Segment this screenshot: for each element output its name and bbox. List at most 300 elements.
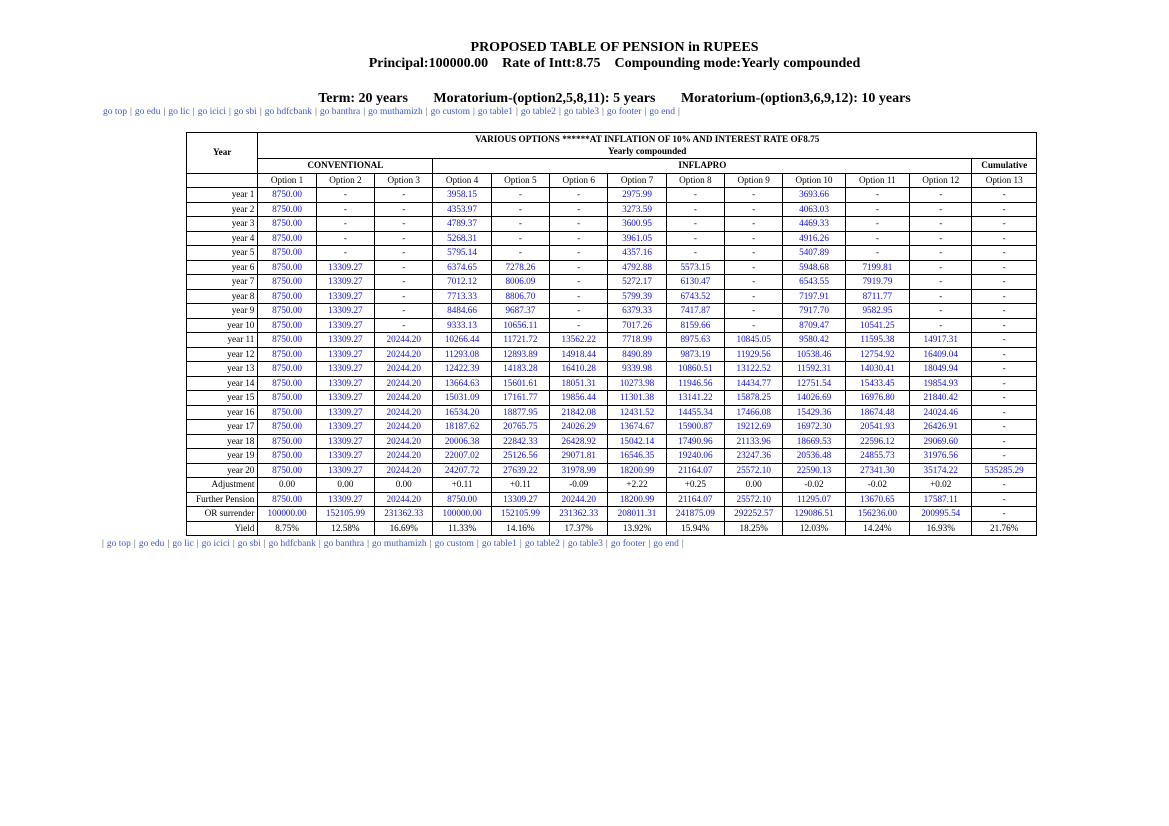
cell-option-11: 14.24% (845, 521, 909, 536)
option-header-5: Option 5 (491, 173, 549, 188)
cell-option-9: - (725, 231, 783, 246)
cell-option-9: 13122.52 (725, 362, 783, 377)
cell-option-11: 15433.45 (845, 376, 909, 391)
cell-option-8: 8159.66 (666, 318, 724, 333)
cell-option-3: - (375, 304, 433, 319)
nav-link-go-banthra[interactable]: go banthra (323, 539, 365, 549)
cell-option-1: 8750.00 (258, 333, 316, 348)
cell-option-8: 21164.07 (666, 463, 724, 478)
option-header-9: Option 9 (725, 173, 783, 188)
row-label: year 2 (187, 202, 258, 217)
cell-option-7: 18200.99 (608, 463, 666, 478)
cell-option-5: 25126.56 (491, 449, 549, 464)
year-header: Year (187, 133, 258, 174)
cell-option-10: 20536.48 (783, 449, 845, 464)
cell-option-13: - (972, 449, 1037, 464)
cell-option-10: 22590.13 (783, 463, 845, 478)
cell-option-12: 16.93% (910, 521, 972, 536)
cell-option-5: 152105.99 (491, 507, 549, 522)
options-header-row (187, 173, 1037, 188)
table-row (187, 304, 1037, 319)
nav-separator: | (167, 539, 170, 549)
nav-link-go-end[interactable]: go end (649, 107, 675, 117)
cell-option-1: 100000.00 (258, 507, 316, 522)
cell-option-3: 20244.20 (375, 347, 433, 362)
pension-table (186, 132, 1037, 536)
nav-link-go-table3[interactable]: go table3 (567, 539, 603, 549)
table-row (187, 521, 1037, 536)
cell-option-9: 25572.10 (725, 463, 783, 478)
row-label: Further Pension (187, 492, 258, 507)
cell-option-6: 20244.20 (550, 492, 608, 507)
cell-option-12: +0.02 (910, 478, 972, 493)
page-title: PROPOSED TABLE OF PENSION in RUPEES (470, 40, 759, 55)
cell-option-9: - (725, 217, 783, 232)
cell-option-4: 7012.12 (433, 275, 491, 290)
cell-option-9: 0.00 (725, 478, 783, 493)
table-row (187, 391, 1037, 406)
row-label: year 7 (187, 275, 258, 290)
cell-option-10: 9580.42 (783, 333, 845, 348)
cell-option-10: 12.03% (783, 521, 845, 536)
cell-option-3: 0.00 (375, 478, 433, 493)
cell-option-13: 535285.29 (972, 463, 1037, 478)
cell-option-12: 31976.56 (910, 449, 972, 464)
cell-option-4: 13664.63 (433, 376, 491, 391)
cell-option-11: - (845, 231, 909, 246)
table-row (187, 492, 1037, 507)
row-label: year 15 (187, 391, 258, 406)
nav-link-go-custom[interactable]: go custom (434, 539, 474, 549)
cell-option-11: 14030.41 (845, 362, 909, 377)
cell-option-7: 5799.39 (608, 289, 666, 304)
top-nav-bar (100, 107, 680, 117)
nav-separator: | (648, 539, 651, 549)
cell-option-12: 24024.46 (910, 405, 972, 420)
moratorium-b-text: Moratorium-(option3,6,9,12): 10 years (680, 91, 911, 106)
cell-option-5: 22842.33 (491, 434, 549, 449)
nav-separator: | (196, 539, 199, 549)
cell-option-13: - (972, 231, 1037, 246)
nav-separator: | (681, 539, 684, 549)
cell-option-2: 13309.27 (316, 347, 374, 362)
table-row (187, 463, 1037, 478)
table-row (187, 275, 1037, 290)
cell-option-6: 19856.44 (550, 391, 608, 406)
option-header-10: Option 10 (783, 173, 845, 188)
nav-separator: | (232, 539, 235, 549)
cell-option-4: 20006.38 (433, 434, 491, 449)
cell-option-13: - (972, 376, 1037, 391)
cell-option-1: 8750.00 (258, 376, 316, 391)
cell-option-6: 29071.81 (550, 449, 608, 464)
pension-table-wrap (186, 132, 1037, 536)
table-row (187, 202, 1037, 217)
cell-option-12: 29069.60 (910, 434, 972, 449)
cell-option-7: 18200.99 (608, 492, 666, 507)
row-label: year 19 (187, 449, 258, 464)
cell-option-10: 11295.07 (783, 492, 845, 507)
nav-link-go-table2[interactable]: go table2 (520, 107, 556, 117)
cell-option-2: - (316, 246, 374, 261)
cell-option-11: 7919.79 (845, 275, 909, 290)
nav-separator: | (519, 539, 522, 549)
cell-option-2: 13309.27 (316, 463, 374, 478)
cell-option-10: 18669.53 (783, 434, 845, 449)
cell-option-2: 13309.27 (316, 449, 374, 464)
cell-option-12: - (910, 289, 972, 304)
cell-option-2: 12.58% (316, 521, 374, 536)
cell-option-3: 231362.33 (375, 507, 433, 522)
cell-option-9: 18.25% (725, 521, 783, 536)
cell-option-7: 3273.59 (608, 202, 666, 217)
cell-option-3: - (375, 202, 433, 217)
cell-option-2: - (316, 217, 374, 232)
cell-option-6: - (550, 231, 608, 246)
nav-link-go-edu[interactable]: go edu (134, 107, 161, 117)
cell-option-3: 20244.20 (375, 434, 433, 449)
cell-option-1: 8750.00 (258, 260, 316, 275)
cell-option-3: - (375, 217, 433, 232)
cell-option-4: 8484.66 (433, 304, 491, 319)
cell-option-5: 15601.61 (491, 376, 549, 391)
cell-option-1: 8750.00 (258, 304, 316, 319)
cell-option-8: 7417.87 (666, 304, 724, 319)
cell-option-13: - (972, 260, 1037, 275)
cell-option-5: - (491, 231, 549, 246)
table-row (187, 449, 1037, 464)
cell-option-9: - (725, 289, 783, 304)
cell-option-2: 13309.27 (316, 289, 374, 304)
cell-option-13: - (972, 275, 1037, 290)
cell-option-10: 6543.55 (783, 275, 845, 290)
nav-separator: | (677, 107, 680, 117)
cell-option-13: - (972, 507, 1037, 522)
table-row (187, 347, 1037, 362)
table-row (187, 405, 1037, 420)
cell-option-1: 8750.00 (258, 289, 316, 304)
cell-option-10: 4469.33 (783, 217, 845, 232)
cell-option-1: 8750.00 (258, 362, 316, 377)
cell-option-10: 7197.91 (783, 289, 845, 304)
cell-option-6: 21842.08 (550, 405, 608, 420)
cell-option-8: 17490.96 (666, 434, 724, 449)
cell-option-6: - (550, 289, 608, 304)
cell-option-10: 129086.51 (783, 507, 845, 522)
cell-option-5: 9687.37 (491, 304, 549, 319)
cell-option-2: 13309.27 (316, 333, 374, 348)
cell-option-4: 6374.65 (433, 260, 491, 275)
nav-link-go-lic[interactable]: go lic (168, 107, 190, 117)
cell-option-5: 7278.26 (491, 260, 549, 275)
cell-option-8: 6743.52 (666, 289, 724, 304)
cell-option-12: 35174.22 (910, 463, 972, 478)
cell-option-1: 8750.00 (258, 246, 316, 261)
nav-separator: | (133, 539, 136, 549)
row-label: year 5 (187, 246, 258, 261)
nav-link-go-muthamizh[interactable]: go muthamizh (372, 539, 427, 549)
table-row (187, 507, 1037, 522)
cell-option-5: 8006.09 (491, 275, 549, 290)
option-header-12: Option 12 (910, 173, 972, 188)
cell-option-12: 21840.42 (910, 391, 972, 406)
row-label: Yield (187, 521, 258, 536)
cell-option-3: - (375, 260, 433, 275)
cell-option-3: 20244.20 (375, 405, 433, 420)
table-body (187, 188, 1037, 536)
row-label: year 11 (187, 333, 258, 348)
cell-option-12: 16409.04 (910, 347, 972, 362)
cell-option-4: 8750.00 (433, 492, 491, 507)
row-label: year 14 (187, 376, 258, 391)
cell-option-4: 4353.97 (433, 202, 491, 217)
group-inflapro: INFLAPRO (433, 159, 972, 174)
cell-option-13: - (972, 246, 1037, 261)
cell-option-13: - (972, 289, 1037, 304)
group-cumulative: Cumulative (972, 159, 1037, 174)
cell-option-1: 0.00 (258, 478, 316, 493)
nav-link-go-icici[interactable]: go icici (197, 107, 226, 117)
group-conventional: CONVENTIONAL (258, 159, 433, 174)
cell-option-13: - (972, 478, 1037, 493)
table-title-line2: Yearly compounded (608, 145, 687, 156)
cell-option-11: 16976.80 (845, 391, 909, 406)
cell-option-11: 27341.30 (845, 463, 909, 478)
cell-option-11: 13670.65 (845, 492, 909, 507)
cell-option-8: 11946.56 (666, 376, 724, 391)
cell-option-7: 12431.52 (608, 405, 666, 420)
nav-separator: | (130, 107, 132, 117)
cell-option-6: 18051.31 (550, 376, 608, 391)
cell-option-4: +0.11 (433, 478, 491, 493)
cell-option-6: - (550, 202, 608, 217)
cell-option-8: 21164.07 (666, 492, 724, 507)
cell-option-12: 18049.94 (910, 362, 972, 377)
option-header-6: Option 6 (550, 173, 608, 188)
cell-option-10: 11592.31 (783, 362, 845, 377)
cell-option-2: 13309.27 (316, 318, 374, 333)
cell-option-2: - (316, 231, 374, 246)
cell-option-4: 4789.37 (433, 217, 491, 232)
nav-link-go-footer[interactable]: go footer (606, 107, 642, 117)
cell-option-5: 27639.22 (491, 463, 549, 478)
cell-option-2: 0.00 (316, 478, 374, 493)
cell-option-6: 24026.29 (550, 420, 608, 435)
table-row (187, 333, 1037, 348)
nav-link-go-table1[interactable]: go table1 (477, 107, 513, 117)
cell-option-1: 8750.00 (258, 318, 316, 333)
nav-link-go-hdfcbank[interactable]: go hdfcbank (268, 539, 316, 549)
cell-option-9: 292252.57 (725, 507, 783, 522)
cell-option-12: 26426.91 (910, 420, 972, 435)
nav-link-go-edu[interactable]: go edu (138, 539, 165, 549)
cell-option-3: - (375, 318, 433, 333)
table-row (187, 231, 1037, 246)
row-label: year 8 (187, 289, 258, 304)
cell-option-3: - (375, 289, 433, 304)
cell-option-2: - (316, 202, 374, 217)
cell-option-2: 13309.27 (316, 260, 374, 275)
cell-option-9: 23247.36 (725, 449, 783, 464)
nav-separator: | (192, 107, 195, 117)
cell-option-8: 9873.19 (666, 347, 724, 362)
cell-option-4: 24207.72 (433, 463, 491, 478)
cell-option-8: 5573.15 (666, 260, 724, 275)
row-label: year 4 (187, 231, 258, 246)
cell-option-13: - (972, 420, 1037, 435)
cell-option-8: 19240.06 (666, 449, 724, 464)
cell-option-12: - (910, 217, 972, 232)
nav-separator: | (367, 539, 370, 549)
cell-option-4: 3958.15 (433, 188, 491, 203)
cell-option-2: 13309.27 (316, 405, 374, 420)
table-row (187, 217, 1037, 232)
cell-option-1: 8750.00 (258, 391, 316, 406)
cell-option-8: 15900.87 (666, 420, 724, 435)
cell-option-9: 15878.25 (725, 391, 783, 406)
cell-option-6: 13562.22 (550, 333, 608, 348)
cell-option-3: 20244.20 (375, 449, 433, 464)
cell-option-7: 3600.95 (608, 217, 666, 232)
cell-option-4: 9333.13 (433, 318, 491, 333)
cell-option-5: 14183.28 (491, 362, 549, 377)
cell-option-3: - (375, 275, 433, 290)
cell-option-1: 8750.00 (258, 347, 316, 362)
table-row (187, 289, 1037, 304)
cell-option-6: 14918.44 (550, 347, 608, 362)
nav-link-go-sbi[interactable]: go sbi (233, 107, 257, 117)
cell-option-7: 16546.35 (608, 449, 666, 464)
option-header-8: Option 8 (666, 173, 724, 188)
cell-option-12: - (910, 246, 972, 261)
nav-separator: | (163, 107, 166, 117)
cell-option-10: 12751.54 (783, 376, 845, 391)
cell-option-9: 14434.77 (725, 376, 783, 391)
cell-option-6: 17.37% (550, 521, 608, 536)
cell-option-8: 13141.22 (666, 391, 724, 406)
nav-link-go-footer[interactable]: go footer (610, 539, 646, 549)
cell-option-8: - (666, 202, 724, 217)
row-label: year 9 (187, 304, 258, 319)
cell-option-11: - (845, 246, 909, 261)
cell-option-8: 14455.34 (666, 405, 724, 420)
cell-option-13: - (972, 347, 1037, 362)
table-row (187, 376, 1037, 391)
cell-option-12: - (910, 202, 972, 217)
table-row (187, 188, 1037, 203)
principal-text: Principal:100000.00 (368, 56, 489, 71)
table-row (187, 246, 1037, 261)
row-label: Adjustment (187, 478, 258, 493)
row-label: year 10 (187, 318, 258, 333)
cell-option-5: 20765.75 (491, 420, 549, 435)
nav-link-go-top[interactable]: go top (106, 539, 131, 549)
cell-option-4: 100000.00 (433, 507, 491, 522)
cell-option-1: 8750.00 (258, 434, 316, 449)
cell-option-8: +0.25 (666, 478, 724, 493)
cell-option-3: 20244.20 (375, 391, 433, 406)
cell-option-8: - (666, 231, 724, 246)
nav-link-go-banthra[interactable]: go banthra (319, 107, 361, 117)
cell-option-9: 11929.56 (725, 347, 783, 362)
cell-option-1: 8.75% (258, 521, 316, 536)
options-header-blank (187, 173, 258, 188)
cell-option-7: 4792.88 (608, 260, 666, 275)
cell-option-11: 22596.12 (845, 434, 909, 449)
nav-link-go-custom[interactable]: go custom (430, 107, 470, 117)
cell-option-5: 17161.77 (491, 391, 549, 406)
cell-option-8: 241875.09 (666, 507, 724, 522)
cell-option-1: 8750.00 (258, 202, 316, 217)
option-header-3: Option 3 (375, 173, 433, 188)
cell-option-6: - (550, 318, 608, 333)
cell-option-13: - (972, 304, 1037, 319)
cell-option-12: - (910, 188, 972, 203)
cell-option-6: - (550, 246, 608, 261)
cell-option-4: 16534.20 (433, 405, 491, 420)
cell-option-5: 14.16% (491, 521, 549, 536)
nav-link-go-table1[interactable]: go table1 (481, 539, 517, 549)
cell-option-5: 12893.89 (491, 347, 549, 362)
cell-option-9: - (725, 246, 783, 261)
cell-option-5: - (491, 217, 549, 232)
cell-option-13: - (972, 217, 1037, 232)
cell-option-10: 10538.46 (783, 347, 845, 362)
cell-option-2: - (316, 188, 374, 203)
cell-option-1: 8750.00 (258, 275, 316, 290)
cell-option-1: 8750.00 (258, 420, 316, 435)
nav-link-go-end[interactable]: go end (653, 539, 679, 549)
cell-option-13: - (972, 434, 1037, 449)
nav-link-go-icici[interactable]: go icici (201, 539, 230, 549)
nav-separator: | (562, 539, 565, 549)
cell-option-3: - (375, 188, 433, 203)
cell-option-4: 5795.14 (433, 246, 491, 261)
cell-option-5: - (491, 202, 549, 217)
cell-option-7: 15042.14 (608, 434, 666, 449)
cell-option-4: 18187.62 (433, 420, 491, 435)
cell-option-3: - (375, 246, 433, 261)
row-label: year 12 (187, 347, 258, 362)
nav-link-go-table3[interactable]: go table3 (563, 107, 599, 117)
cell-option-7: 9339.98 (608, 362, 666, 377)
cell-option-13: - (972, 362, 1037, 377)
nav-link-go-top[interactable]: go top (103, 107, 128, 117)
cell-option-3: - (375, 231, 433, 246)
bottom-nav-bar (102, 539, 684, 549)
cell-option-4: 11293.08 (433, 347, 491, 362)
row-label: year 13 (187, 362, 258, 377)
cell-option-4: 22007.02 (433, 449, 491, 464)
cell-option-12: - (910, 318, 972, 333)
nav-link-go-lic[interactable]: go lic (172, 539, 194, 549)
cell-option-2: 13309.27 (316, 376, 374, 391)
nav-separator: | (602, 107, 604, 117)
nav-separator: | (259, 107, 262, 117)
nav-link-go-sbi[interactable]: go sbi (237, 539, 261, 549)
cell-option-12: - (910, 231, 972, 246)
nav-link-go-table2[interactable]: go table2 (524, 539, 560, 549)
cell-option-7: 11301.38 (608, 391, 666, 406)
nav-link-go-muthamizh[interactable]: go muthamizh (368, 107, 423, 117)
cell-option-9: 19212.69 (725, 420, 783, 435)
cell-option-6: 16410.28 (550, 362, 608, 377)
term-text: Term: 20 years (318, 91, 408, 106)
nav-link-go-hdfcbank[interactable]: go hdfcbank (264, 107, 312, 117)
cell-option-11: 7199.81 (845, 260, 909, 275)
cell-option-11: 9582.95 (845, 304, 909, 319)
nav-separator: | (425, 107, 428, 117)
